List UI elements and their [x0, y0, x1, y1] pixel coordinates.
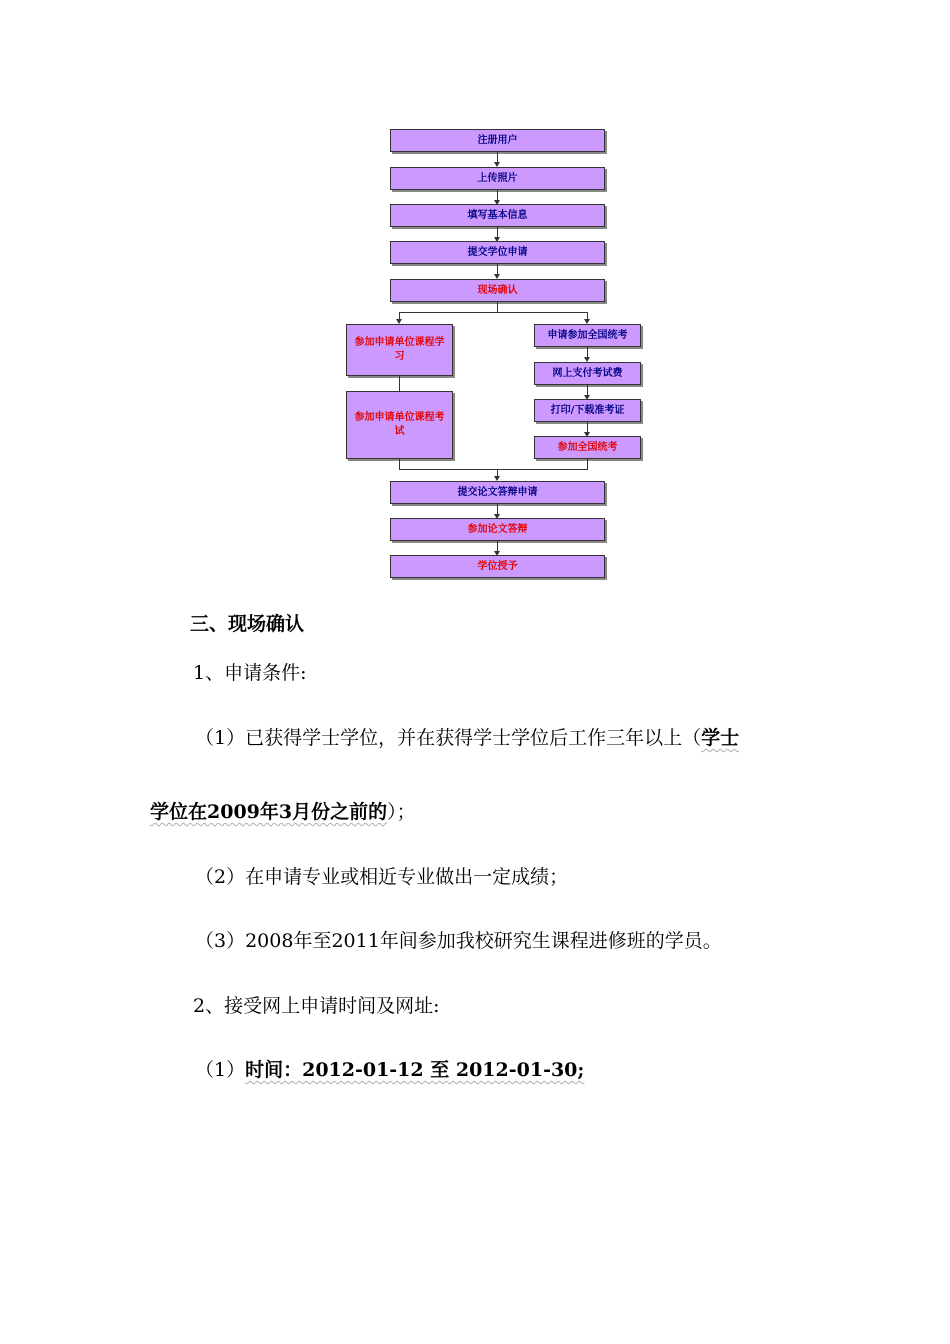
step-apply-national-exam: 申请参加全国统考: [534, 324, 641, 347]
time-line: [195, 1057, 584, 1083]
connector: [399, 376, 400, 392]
step-upload-photo: 上传照片: [390, 167, 605, 190]
step-submit-degree-application: 提交学位申请: [390, 241, 605, 264]
application-flowchart: [0, 0, 950, 600]
step-onsite-confirmation: 现场确认: [390, 279, 605, 302]
condition-1-end: ）；: [387, 801, 416, 823]
step-print-admission-ticket: 打印/下载准考证: [534, 399, 641, 422]
condition-1-emphasis-cont: 学位在2009年3月份之前的: [150, 801, 388, 823]
section-title: 三、现场确认: [190, 613, 305, 635]
step-pay-exam-fee: 网上支付考试费: [534, 362, 641, 385]
connector: [587, 459, 588, 470]
condition-3: （3）2008年至2011年间参加我校研究生课程进修班的学员。: [195, 930, 722, 952]
step-degree-conferral: 学位授予: [390, 555, 605, 578]
step-unit-course-exam: 参加申请单位课程考试: [346, 391, 453, 459]
item1-title: 1、申请条件:: [193, 662, 307, 684]
connector: [399, 469, 587, 470]
condition-1-text: （1）已获得学士学位，并在获得学士学位后工作三年以上（: [195, 727, 702, 749]
step-thesis-defense: 参加论文答辩: [390, 518, 605, 541]
condition-2: （2）在申请专业或相近专业做出一定成绩；: [195, 866, 569, 888]
condition-1-line2: [150, 799, 416, 825]
time-prefix: （1）: [195, 1059, 246, 1081]
step-register-user: 注册用户: [390, 129, 605, 152]
step-submit-thesis-defense-application: 提交论文答辩申请: [390, 481, 605, 504]
step-take-national-exam: 参加全国统考: [534, 436, 641, 459]
item2-title: 2、接受网上申请时间及网址:: [193, 995, 440, 1017]
step-unit-course-study: 参加申请单位课程学习: [346, 324, 453, 376]
step-fill-basic-info: 填写基本信息: [390, 204, 605, 227]
time-value: 时间：2012-01-12 至 2012-01-30;: [245, 1059, 585, 1081]
condition-1-emphasis: 学士: [701, 727, 740, 749]
connector: [399, 312, 587, 313]
condition-1-line1: [195, 725, 739, 751]
